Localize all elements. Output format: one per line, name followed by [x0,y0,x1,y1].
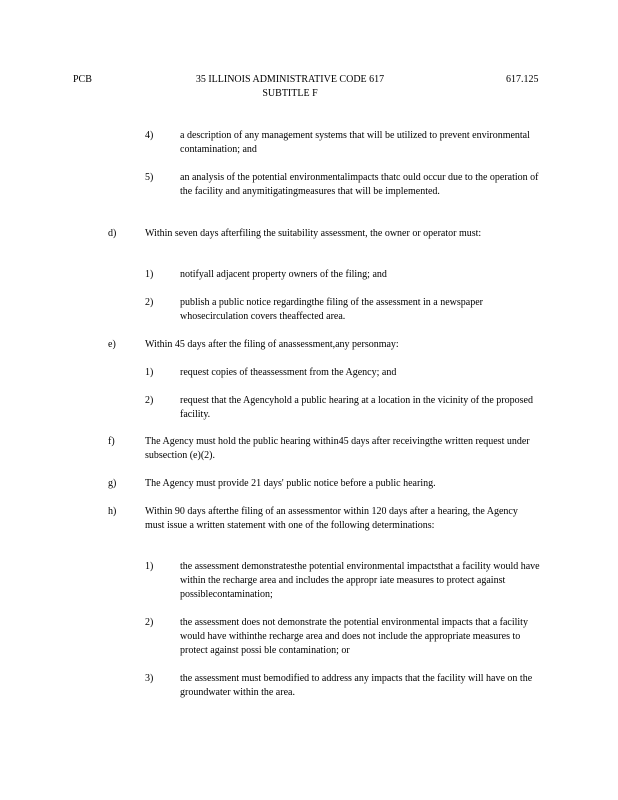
header-source: PCB [73,74,92,85]
item-label: g) [108,478,117,489]
item-text: request that the Agencyhold a public hearing at a location in the vicinity of the proposed facility. [180,395,533,420]
item-label: 1) [145,561,154,572]
item-text: request copies of theassessment from the Agency; and [180,367,397,378]
item-text: an analysis of the potential environmentalimpacts thatc ould occur due to the operation of the facility and anymitigatingmeasures that will be implemented. [180,172,539,197]
header-title-line1: 35 ILLINOIS ADMINISTRATIVE CODE 617 [195,74,385,85]
item-text: The Agency must provide 21 days' public notice before a public hearing. [145,478,436,489]
item-label: 4) [145,130,154,141]
item-label: 2) [145,395,154,406]
item-text: The Agency must hold the public hearing within45 days after receivingthe written request under subsection (e)(2). [145,436,530,461]
item-label: 3) [145,673,154,684]
item-label: f) [108,436,115,447]
header-section-number: 617.125 [506,74,539,85]
item-label: d) [108,228,117,239]
header-title-line2: SUBTITLE F [262,88,318,99]
item-label: e) [108,339,116,350]
item-label: 1) [145,367,154,378]
item-text: notifyall adjacent property owners of the filing; and [180,269,387,280]
item-text: Within 45 days after the filing of anassessment,any personmay: [145,339,399,350]
item-text: the assessment does not demonstrate the potential environmental impacts that a facility would have withinthe recharge area and does not include the appropriate measures to protect against possi ble contamination; or [180,617,528,656]
item-label: 2) [145,617,154,628]
header-title [175,73,405,101]
item-text: Within 90 days afterthe filing of an assessmentor within 120 days after a hearing, the Agency must issue a written statement with one of the following determinations: [145,506,518,531]
item-text: the assessment demonstratesthe potential environmental impactsthat a facility would have within the recharge area and includes the appropr iate measures to protect against possiblecontamination; [180,561,540,600]
item-label: 1) [145,269,154,280]
item-label: h) [108,506,117,517]
item-text: the assessment must bemodified to address any impacts that the facility will have on the groundwater within the area. [180,673,533,698]
item-text: a description of any management systems that will be utilized to prevent environmental contamination; and [180,130,530,155]
item-label: 5) [145,172,154,183]
item-text: Within seven days afterfiling the suitability assessment, the owner or operator must: [145,228,482,239]
item-text: publish a public notice regardingthe filing of the assessment in a newspaper whosecirculation covers theaffected area. [180,297,483,322]
item-label: 2) [145,297,154,308]
